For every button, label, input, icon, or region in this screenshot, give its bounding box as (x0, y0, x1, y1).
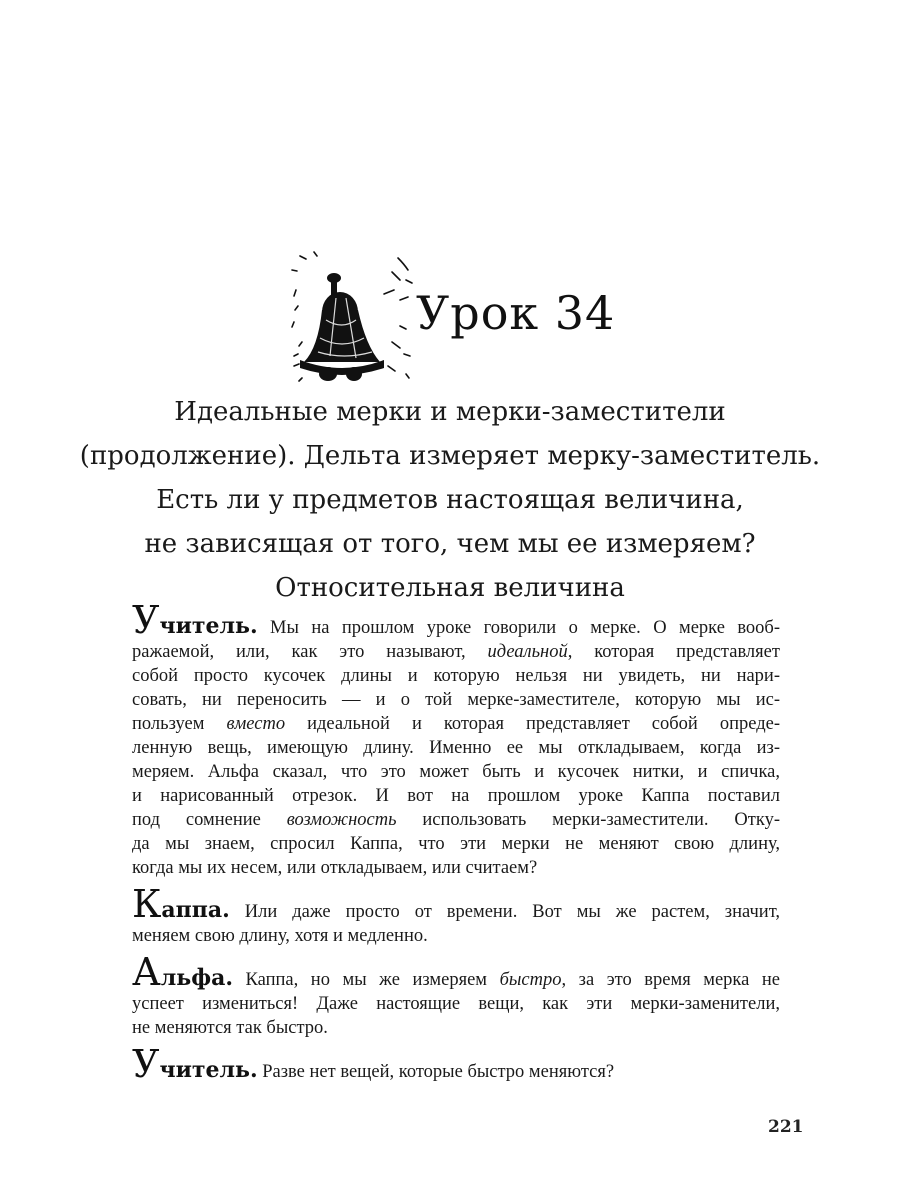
text-line: успеет измениться! Даже настоящие вещи, как эти мерки-заменители, (132, 994, 780, 1014)
text-line: под сомнение возможность использовать мерки-заместители. Отку- (132, 810, 780, 830)
subtitle-line: не зависящая от того, чем мы ее измеряем? (144, 529, 756, 559)
text-line: собой просто кусочек длины и которую нельзя ни увидеть, ни нари- (132, 666, 780, 686)
emphasis: идеальной (487, 642, 568, 662)
text-line: ленную вещь, имеющую длину. Именно ее мы откладываем, когда из- (132, 738, 780, 758)
bell-icon (288, 250, 418, 390)
speaker-name: Каппа. (132, 882, 230, 926)
lesson-title: Урок 34 (416, 286, 616, 340)
dialogue-paragraph (132, 882, 781, 948)
dialogue-paragraph (132, 598, 780, 880)
text-line: меняем свою длину, хотя и медленно. (132, 926, 428, 946)
emphasis: вместо (226, 714, 286, 734)
text-line: пользуем вместо идеальной и которая представляет собой опреде- (132, 714, 780, 734)
text-line: Учитель. Мы на прошлом уроке говорили о мерке. О мерке вооб- (132, 598, 780, 642)
emphasis: возможность (286, 810, 397, 830)
emphasis: быстро (499, 970, 562, 990)
text-line: да мы знаем, спросил Каппа, что эти мерки не меняют свою длину, (132, 834, 780, 854)
subtitle-line: Относительная величина (275, 573, 625, 603)
subtitle-line: Есть ли у предметов настоящая величина, (156, 485, 744, 515)
text-line: и нарисованный отрезок. И вот на прошлом уроке Каппа поставил (132, 786, 780, 806)
speaker-name: Учитель. (132, 1042, 258, 1086)
speaker-name: Альфа. (132, 950, 233, 994)
dialogue-paragraph (132, 1042, 780, 1086)
text-line: совать, ни переносить — и о той мерке-заместителе, которую мы ис- (132, 690, 780, 710)
speaker-name: Учитель. (132, 598, 258, 642)
dialogue-paragraph (132, 950, 781, 1040)
text-line: когда мы их несем, или откладываем, или считаем? (132, 858, 538, 878)
text-line: ражаемой, или, как это называют, идеальной, которая представляет (132, 642, 780, 662)
page-number: 221 (768, 1117, 804, 1137)
text-line: Альфа. Каппа, но мы же измеряем быстро, за это время мерка не (132, 950, 781, 994)
dialogue-body (132, 598, 781, 1096)
subtitle-line: Идеальные мерки и мерки-заместители (174, 397, 726, 427)
text-line: меряем. Альфа сказал, что это может быть и кусочек нитки, и спичка, (132, 762, 780, 782)
text-line: Каппа. Или даже просто от времени. Вот мы же растем, значит, (132, 882, 781, 926)
lesson-heading (288, 250, 628, 390)
lesson-subtitle (60, 390, 840, 610)
subtitle-line: (продолжение). Дельта измеряет мерку-заместитель. (79, 441, 821, 471)
text-line: Учитель. Разве нет вещей, которые быстро меняются? (132, 1042, 615, 1086)
text-line: не меняются так быстро. (132, 1018, 328, 1038)
